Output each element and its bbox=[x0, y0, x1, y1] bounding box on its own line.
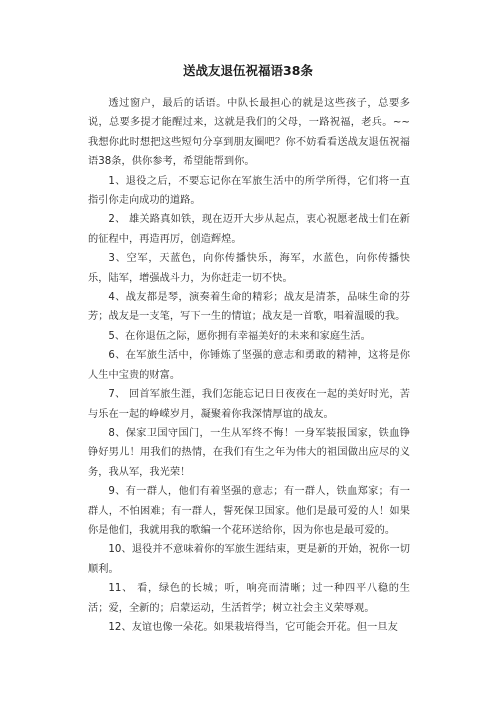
blessing-item-3: 3、空军，天蓝色，向你传播快乐，海军，水蓝色，向你传播快乐，陆军，增强战斗力，为你赶走一切不快。 bbox=[88, 253, 410, 284]
blessing-item-7: 7、 回首军旅生涯，我们怎能忘记日日夜夜在一起的美好时光，苦与乐在一起的峥嵘岁月，凝聚着你我深情厚谊的战友。 bbox=[88, 389, 410, 420]
blessing-item-8: 8、保家卫国守国门，一生从军终不悔！一身军装报国家，铁血铮铮好男儿！用我们的热情，在我们有生之年为伟大的祖国做出应尽的义务，我从军，我光荣！ bbox=[88, 427, 410, 478]
blessing-item-11: 11、 看，绿色的长城；听，响亮而清晰；过一种四平八稳的生活；爱，全新的；启蒙运动，生活哲学；树立社会主义荣辱观。 bbox=[88, 583, 410, 614]
blessing-item-4: 4、战友都是琴，演奏着生命的精彩；战友是清茶，品味生命的芬芳；战友是一支笔，写下一生的情谊；战友是一首歌，唱着温暖的我。 bbox=[88, 292, 410, 323]
document-body bbox=[88, 94, 410, 637]
blessing-item-2: 2、 雄关路真如铁，现在迈开大步从起点，衷心祝愿老战士们在新的征程中，再造再厉，创造辉煌。 bbox=[88, 214, 410, 245]
document-title: 送战友退伍祝福语38条 bbox=[183, 63, 313, 78]
blessing-item-10: 10、退役并不意味着你的军旅生涯结束，更是新的开始，祝你一切顺利。 bbox=[88, 544, 410, 575]
intro-paragraph: 透过窗户，最后的话语。中队长最担心的就是这些孩子，总要多说，总要多提才能醒过来，这就是我们的父母，一路祝福，老兵。~~我想你此时想把这些短句分享到朋友圈吧？你不妨看看送战友退伍祝福语38条，供你参考，希望能帮到你。 bbox=[88, 98, 410, 168]
blessing-item-1: 1、退役之后，不要忘记你在军旅生活中的所学所得，它们将一直指引你走向成功的道路。 bbox=[88, 175, 410, 207]
blessing-item-6: 6、在军旅生活中，你锤炼了坚强的意志和勇敢的精神，这将是你人生中宝贵的财富。 bbox=[88, 350, 410, 381]
blessing-item-5: 5、在你退伍之际，愿你拥有幸福美好的未来和家庭生活。 bbox=[108, 330, 371, 342]
blessing-item-9: 9、有一群人，他们有着坚强的意志；有一群人，铁血郑家；有一群人，不怕困难；有一群人，誓死保卫国家。他们是最可爱的人！如果你是他们，我就用我的歌编一个花环送给你，因为你也是最可爱的。 bbox=[88, 486, 410, 536]
blessing-item-12: 12、友谊也像一朵花。如果栽培得当，它可能会开花。但一旦友 bbox=[108, 621, 398, 633]
